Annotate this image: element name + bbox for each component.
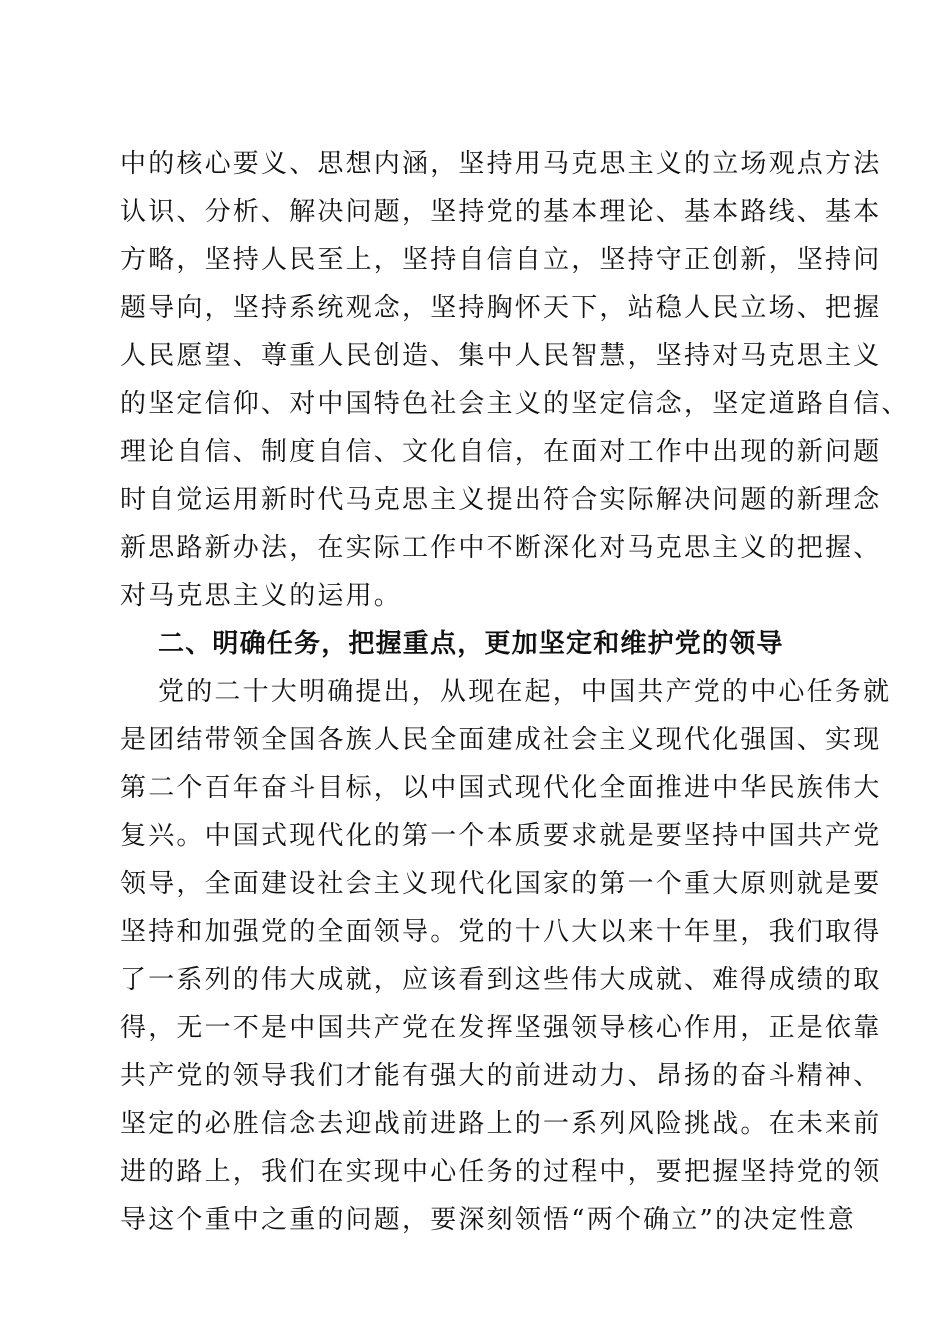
paragraph-line: 是团结带领全国各族人民全面建成社会主义现代化强国、实现: [120, 725, 882, 755]
paragraph-line: 时自觉运用新时代马克思主义提出符合实际解决问题的新理念: [120, 485, 882, 515]
section-heading: 二、明确任务，把握重点，更加坚定和维护党的领导: [158, 629, 784, 659]
paragraph-line: 对马克思主义的运用。: [120, 581, 403, 611]
paragraph-line: 题导向，坚持系统观念，坚持胸怀天下，站稳人民立场、把握: [120, 293, 882, 323]
paragraph-line: 共产党的领导我们才能有强大的前进动力、昂扬的奋斗精神、: [120, 1061, 882, 1091]
paragraph-line: 党的二十大明确提出，从现在起，中国共产党的中心任务就: [158, 677, 892, 707]
paragraph-line: 第二个百年奋斗目标，以中国式现代化全面推进中华民族伟大: [120, 773, 882, 803]
paragraph-line: 新思路新办法，在实际工作中不断深化对马克思主义的把握、: [120, 533, 882, 563]
paragraph-line: 人民愿望、尊重人民创造、集中人民智慧，坚持对马克思主义: [120, 341, 882, 371]
paragraph-line: 的坚定信仰、对中国特色社会主义的坚定信念，坚定道路自信、: [120, 389, 910, 419]
paragraph-line: 坚持和加强党的全面领导。党的十八大以来十年里，我们取得: [120, 917, 882, 947]
paragraph-line: 中的核心要义、思想内涵，坚持用马克思主义的立场观点方法: [120, 149, 882, 179]
paragraph-line: 导这个重中之重的问题，要深刻领悟“两个确立”的决定性意: [120, 1205, 856, 1235]
paragraph-line: 领导，全面建设社会主义现代化国家的第一个重大原则就是要: [120, 869, 882, 899]
paragraph-2: [120, 668, 892, 1244]
paragraph-line: 得，无一不是中国共产党在发挥坚强领导核心作用，正是依靠: [120, 1013, 882, 1043]
paragraph-line: 认识、分析、解决问题，坚持党的基本理论、基本路线、基本: [120, 197, 882, 227]
paragraph-line: 复兴。中国式现代化的第一个本质要求就是要坚持中国共产党: [120, 821, 882, 851]
document-body: [120, 140, 910, 1244]
paragraph-line: 理论自信、制度自信、文化自信，在面对工作中出现的新问题: [120, 437, 882, 467]
paragraph-line: 进的路上，我们在实现中心任务的过程中，要把握坚持党的领: [120, 1157, 882, 1187]
paragraph-1: [120, 140, 910, 620]
paragraph-line: 了一系列的伟大成就，应该看到这些伟大成就、难得成绩的取: [120, 965, 882, 995]
paragraph-line: 坚定的必胜信念去迎战前进路上的一系列风险挑战。在未来前: [120, 1109, 882, 1139]
paragraph-line: 方略，坚持人民至上，坚持自信自立，坚持守正创新，坚持问: [120, 245, 882, 275]
